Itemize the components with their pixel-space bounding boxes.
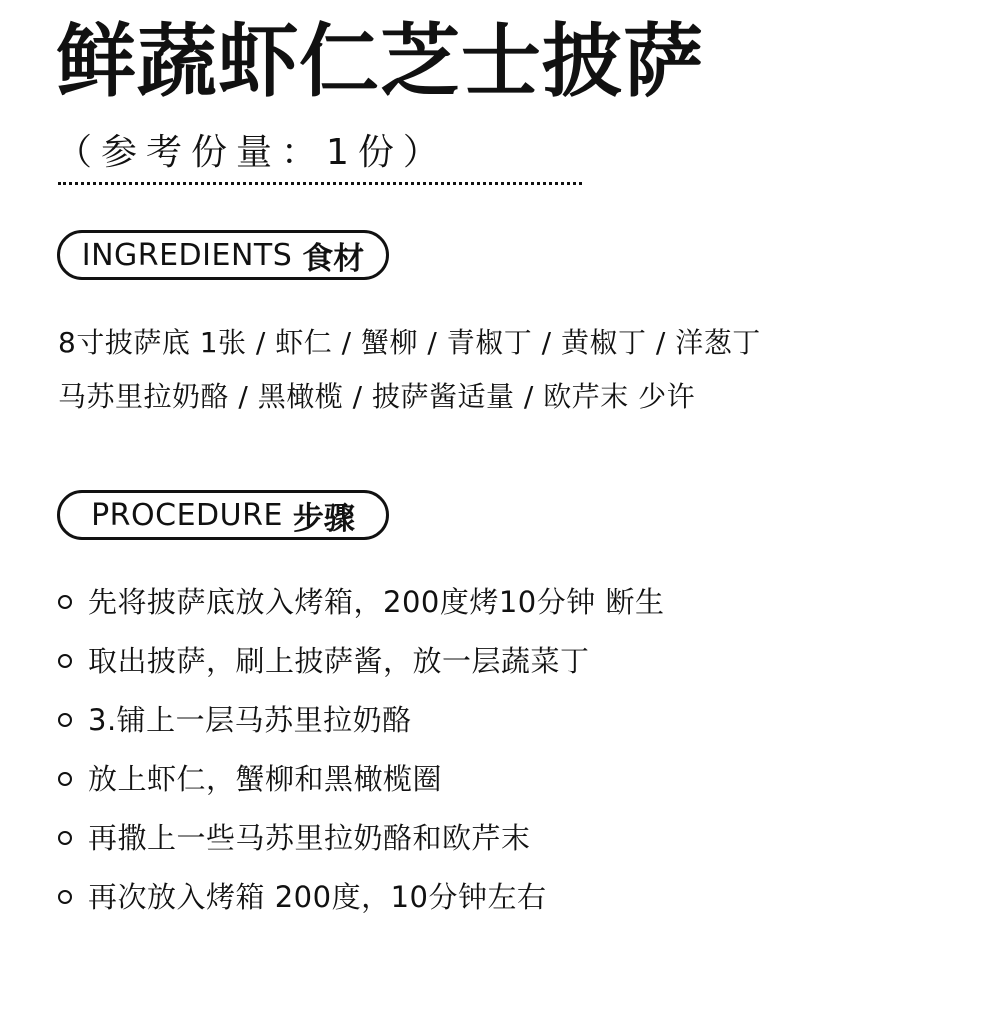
circle-bullet-icon bbox=[58, 831, 72, 845]
procedure-step-text: 放上虾仁，蟹柳和黑橄榄圈 bbox=[88, 761, 443, 796]
serving-size: （参考份量：1份） bbox=[56, 132, 448, 173]
circle-bullet-icon bbox=[58, 654, 72, 668]
circle-bullet-icon bbox=[58, 772, 72, 786]
procedure-step bbox=[58, 808, 978, 867]
ingredients-list bbox=[58, 316, 978, 424]
circle-bullet-icon bbox=[58, 713, 72, 727]
recipe-title: 鲜蔬虾仁芝士披萨 bbox=[56, 15, 704, 108]
procedure-label-en: PROCEDURE bbox=[91, 497, 283, 533]
circle-bullet-icon bbox=[58, 890, 72, 904]
procedure-steps bbox=[58, 572, 978, 926]
procedure-step bbox=[58, 749, 978, 808]
procedure-step-text: 再次放入烤箱 200度，10分钟左右 bbox=[88, 879, 547, 914]
procedure-label-cn: 步骤 bbox=[292, 500, 355, 537]
ingredients-label-en: INGREDIENTS bbox=[81, 237, 293, 273]
procedure-section-label bbox=[57, 490, 389, 540]
dotted-divider bbox=[58, 182, 582, 185]
procedure-step-text: 再撒上一些马苏里拉奶酪和欧芹末 bbox=[88, 820, 531, 855]
procedure-step-text: 3.铺上一层马苏里拉奶酪 bbox=[88, 702, 412, 737]
ingredients-line: 马苏里拉奶酪 / 黑橄榄 / 披萨酱适量 / 欧芹末 少许 bbox=[58, 380, 696, 413]
ingredients-line: 8寸披萨底 1张 / 虾仁 / 蟹柳 / 青椒丁 / 黄椒丁 / 洋葱丁 bbox=[58, 326, 761, 359]
procedure-step bbox=[58, 690, 978, 749]
ingredients-section-label bbox=[57, 230, 389, 280]
procedure-step bbox=[58, 631, 978, 690]
circle-bullet-icon bbox=[58, 595, 72, 609]
ingredients-label-cn: 食材 bbox=[302, 240, 365, 277]
procedure-step-text: 先将披萨底放入烤箱，200度烤10分钟 断生 bbox=[88, 584, 665, 619]
procedure-step bbox=[58, 572, 978, 631]
procedure-step bbox=[58, 867, 978, 926]
procedure-step-text: 取出披萨，刷上披萨酱，放一层蔬菜丁 bbox=[88, 643, 590, 678]
